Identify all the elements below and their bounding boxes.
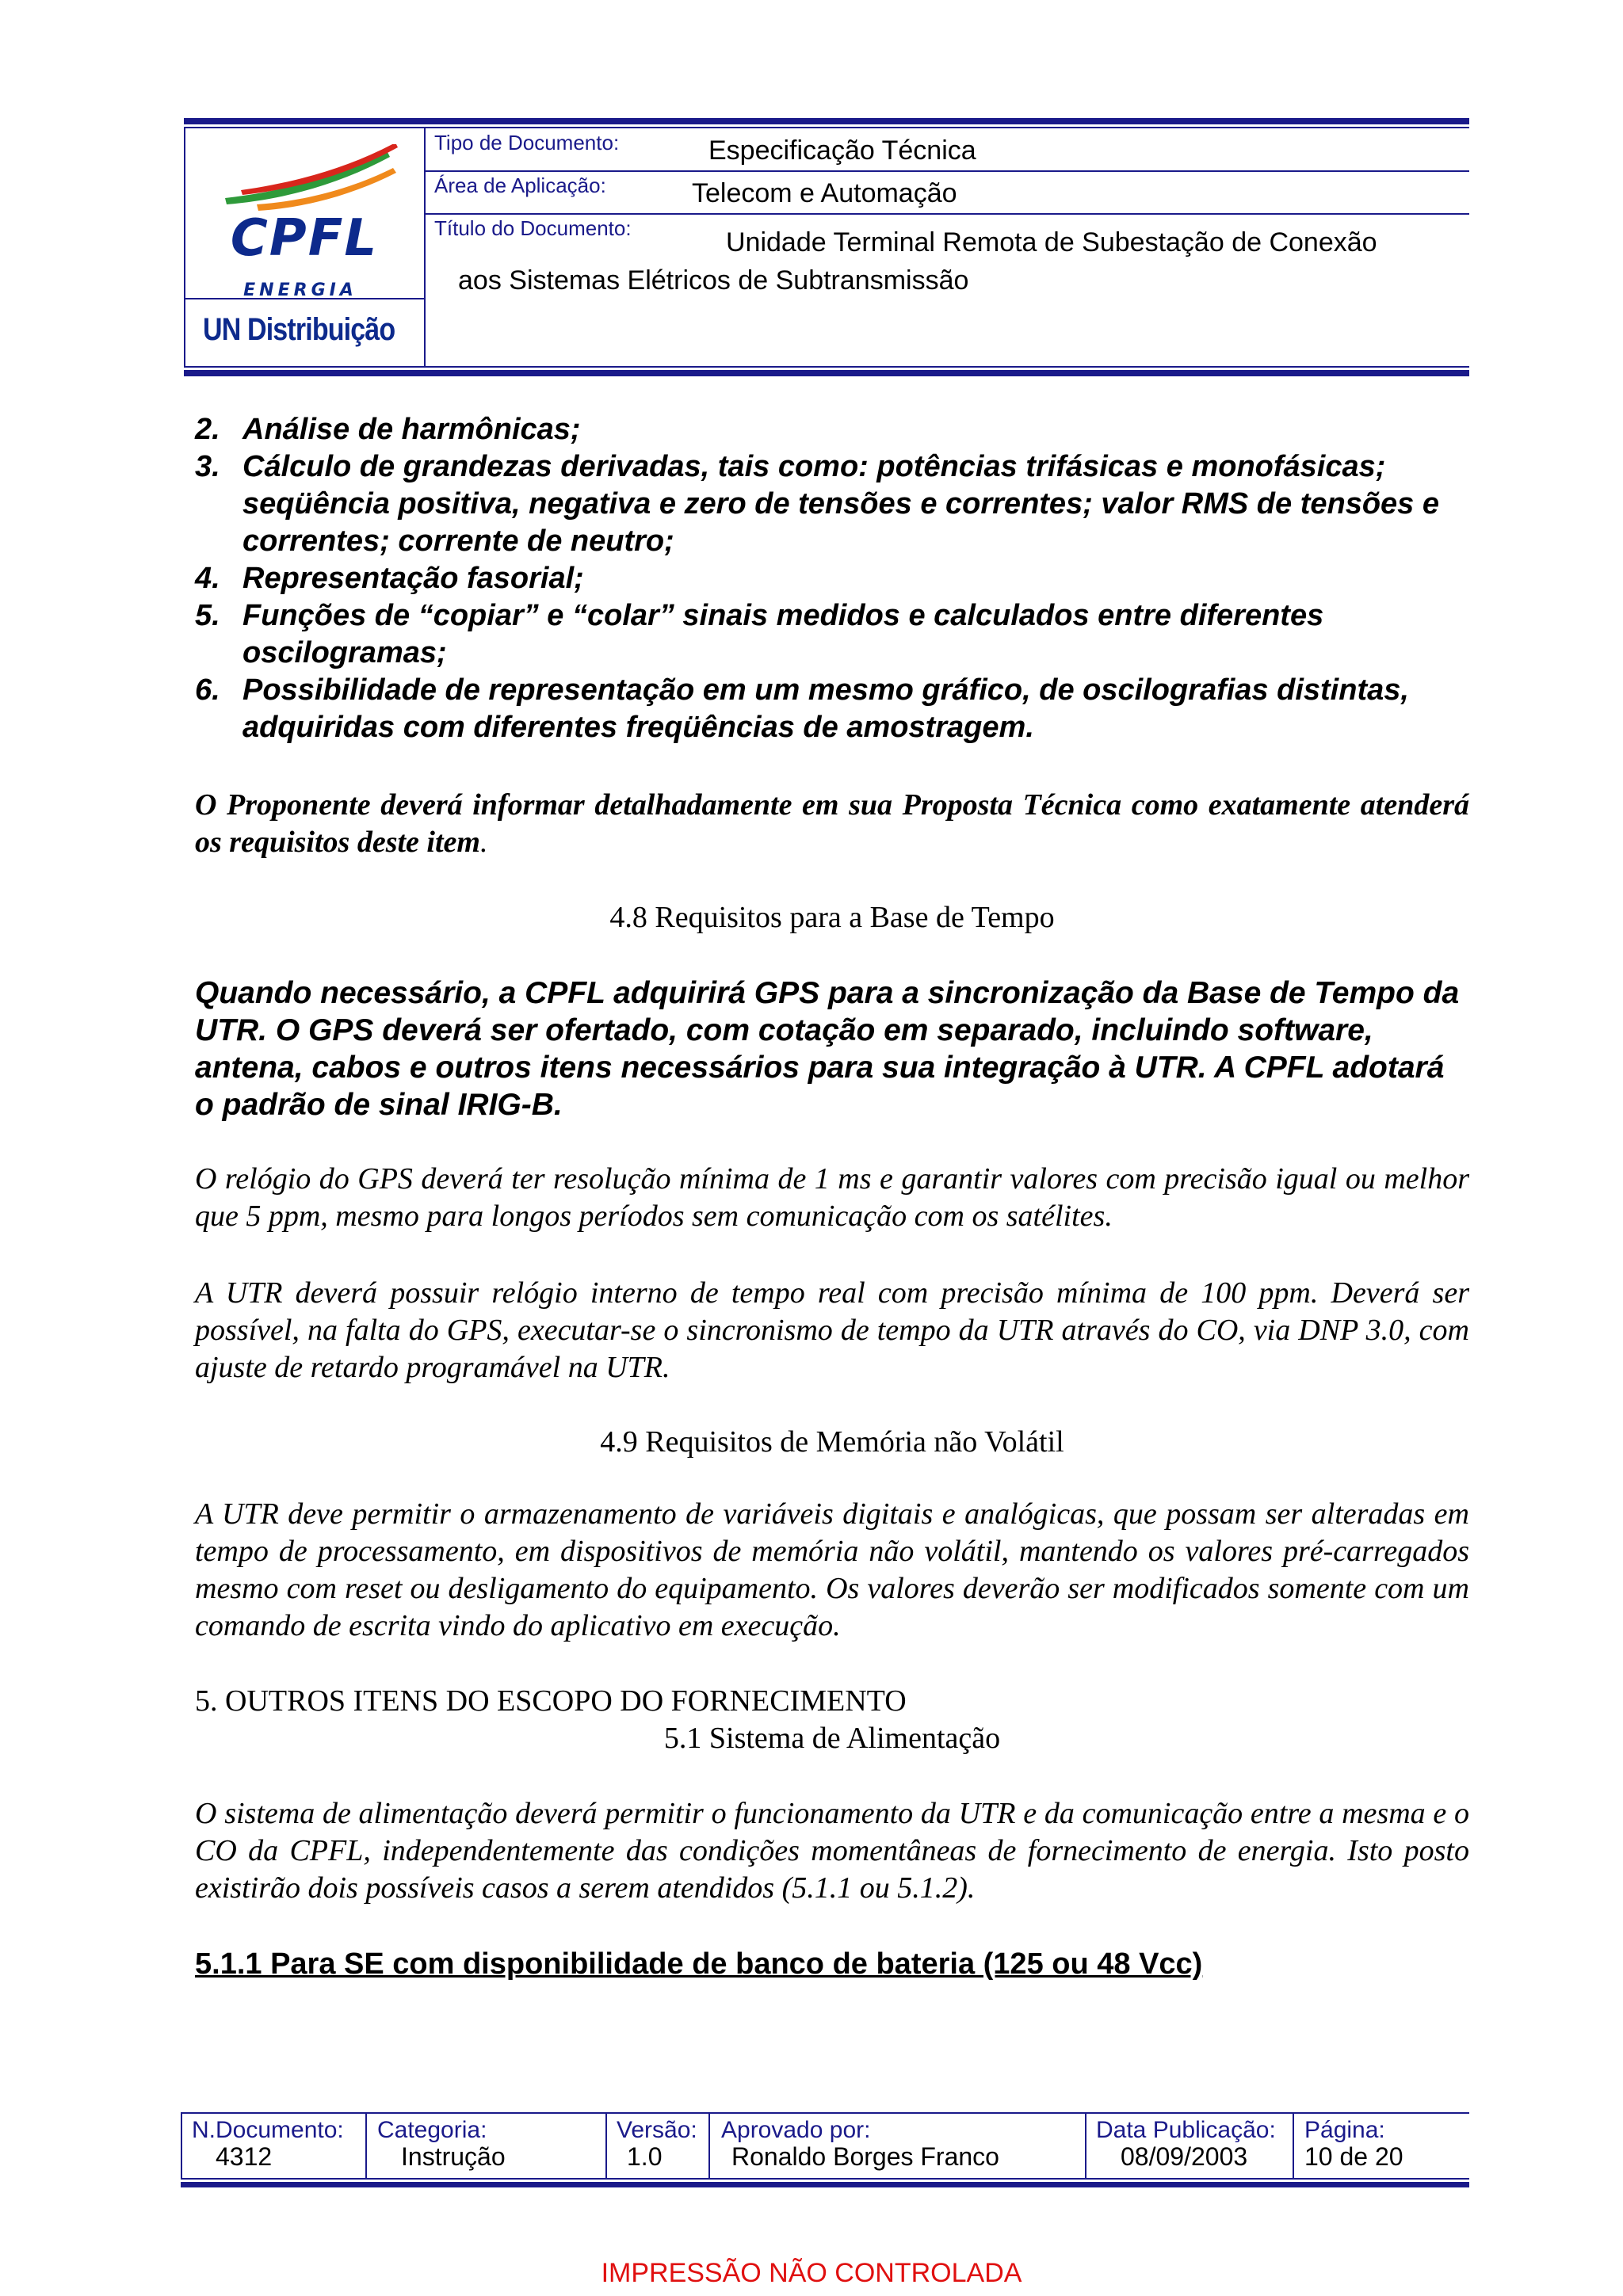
memory-paragraph: A UTR deve permitir o armazenamento de variáveis digitais e analógicas, que possam ser alteradas em tempo de processamento, em dispositivos de memória não volátil, mantendo os valores pré-carregados mesmo com reset ou desligamento do equipamento. Os valores deverão ser modificados somente com um comando de escrita vindo do aplicativo em execução. bbox=[195, 1497, 1469, 1642]
area-value: Telecom e Automação bbox=[692, 178, 957, 208]
doc-type-label: Tipo de Documento: bbox=[434, 131, 620, 154]
title-line-2: aos Sistemas Elétricos de Subtransmissão bbox=[458, 265, 969, 296]
doc-type-value: Especificação Técnica bbox=[708, 135, 976, 166]
version-label: Versão: bbox=[617, 2117, 697, 2143]
list-number: 4. bbox=[195, 562, 220, 595]
header-divider bbox=[424, 128, 426, 366]
publication-date-label: Data Publicação: bbox=[1096, 2117, 1276, 2143]
document-header bbox=[184, 118, 1469, 379]
category-value: Instrução bbox=[401, 2142, 506, 2171]
gps-paragraph: Quando necessário, a CPFL adquirirá GPS para a sincronização da Base de Tempo da UTR. O GPS deverá ser ofertado, com cotação em separado, incluindo software, antena, cabos e outros itens necessários para sua integração à UTR. A CPFL adotará o padrão de sinal IRIG-B. bbox=[195, 976, 1460, 1122]
gps-clock-paragraph: O relógio do GPS deverá ter resolução mínima de 1 ms e garantir valores com precisão igual ou melhor que 5 ppm, mesmo para longos períodos sem comunicação com os satélites. bbox=[195, 1162, 1469, 1233]
area-label: Área de Aplicação: bbox=[434, 174, 606, 197]
document-footer bbox=[181, 2112, 1469, 2188]
footer-divider bbox=[181, 2114, 182, 2178]
list-text: Representação fasorial; bbox=[242, 562, 584, 595]
header-row-rule bbox=[426, 213, 1469, 215]
footer-divider bbox=[1085, 2114, 1086, 2178]
title-label: Título do Documento: bbox=[434, 216, 632, 240]
list-text: Cálculo de grandezas derivadas, tais como: potências trifásicas e monofásicas; seqüência positiva, negativa e zero de tensões e correntes; valor RMS de tensões e correntes; corrente de neutro; bbox=[242, 450, 1439, 558]
publication-date-value: 08/09/2003 bbox=[1121, 2142, 1248, 2171]
heading-4-9: 4.9 Requisitos de Memória não Volátil bbox=[600, 1425, 1064, 1459]
doc-number-value: 4312 bbox=[216, 2142, 273, 2171]
power-paragraph: O sistema de alimentação deverá permitir o funcionamento da UTR e da comunicação entre a mesma e o CO da CPFL, independentemente das condições momentâneas de fornecimento de energia. Isto posto existirão dois possíveis casos a serem atendidos (5.1.1 ou 5.1.2). bbox=[195, 1797, 1469, 1905]
approved-label: Aprovado por: bbox=[721, 2117, 871, 2143]
utr-clock-paragraph: A UTR deverá possuir relógio interno de tempo real com precisão mínima de 100 ppm. Deverá ser possível, na falta do GPS, executar-se o sincronismo de tempo da UTR através do CO, via DNP 3.0, com ajuste de retardo programável na UTR. bbox=[195, 1276, 1469, 1384]
list-text: Possibilidade de representação em um mesmo gráfico, de oscilografias distintas, adquiridas com diferentes freqüências de amostragem. bbox=[242, 673, 1409, 744]
list-number: 6. bbox=[195, 673, 220, 707]
footer-divider bbox=[708, 2114, 710, 2178]
heading-5-1: 5.1 Sistema de Alimentação bbox=[663, 1722, 1001, 1755]
footer-bottom-rule-thin bbox=[181, 2178, 1469, 2180]
page-value: 10 de 20 bbox=[1304, 2142, 1403, 2171]
proponente-paragraph bbox=[195, 787, 1469, 861]
header-row-rule bbox=[426, 170, 1469, 172]
business-unit-label: UN Distribuição bbox=[203, 312, 395, 347]
header-top-rule bbox=[184, 118, 1469, 124]
footer-divider bbox=[365, 2114, 367, 2178]
logo-subtext: ENERGIA bbox=[243, 280, 357, 300]
header-top-rule-thin bbox=[184, 127, 1469, 128]
uncontrolled-print-notice: IMPRESSÃO NÃO CONTROLADA bbox=[601, 2258, 1022, 2288]
heading-4-8: 4.8 Requisitos para a Base de Tempo bbox=[609, 901, 1055, 934]
doc-number-label: N.Documento: bbox=[192, 2117, 344, 2143]
category-label: Categoria: bbox=[377, 2117, 487, 2143]
approved-value: Ronaldo Borges Franco bbox=[731, 2142, 999, 2171]
heading-5-1-1: 5.1.1 Para SE com disponibilidade de banco de bateria (125 ou 48 Vcc) bbox=[195, 1947, 1203, 1981]
list-number: 5. bbox=[195, 599, 220, 632]
list-text: Funções de “copiar” e “colar” sinais medidos e calculados entre diferentes oscilogramas; bbox=[242, 599, 1324, 669]
title-line-1: Unidade Terminal Remota de Subestação de Conexão bbox=[726, 227, 1377, 257]
logo-wordmark: CPFL bbox=[230, 209, 379, 268]
footer-bottom-rule bbox=[181, 2182, 1469, 2187]
version-value: 1.0 bbox=[627, 2142, 663, 2171]
footer-divider bbox=[605, 2114, 607, 2178]
footer-top-rule bbox=[181, 2112, 1469, 2114]
header-bottom-rule bbox=[184, 370, 1469, 376]
list-text: Análise de harmônicas; bbox=[242, 413, 581, 446]
page-label: Página: bbox=[1304, 2117, 1385, 2143]
cpfl-logo bbox=[209, 144, 403, 300]
footer-divider bbox=[1293, 2114, 1294, 2178]
heading-5: 5. OUTROS ITENS DO ESCOPO DO FORNECIMENTO bbox=[195, 1684, 907, 1718]
list-number: 3. bbox=[195, 450, 220, 483]
logo-swoosh-icon bbox=[209, 144, 403, 215]
header-left-border bbox=[184, 128, 185, 366]
proponente-period: . bbox=[479, 826, 488, 859]
list-number: 2. bbox=[195, 413, 220, 446]
proponente-text: O Proponente deverá informar detalhadamente em sua Proposta Técnica como exatamente atenderá os requisitos deste item bbox=[195, 788, 1469, 859]
header-bottom-rule-thin bbox=[184, 366, 1469, 368]
